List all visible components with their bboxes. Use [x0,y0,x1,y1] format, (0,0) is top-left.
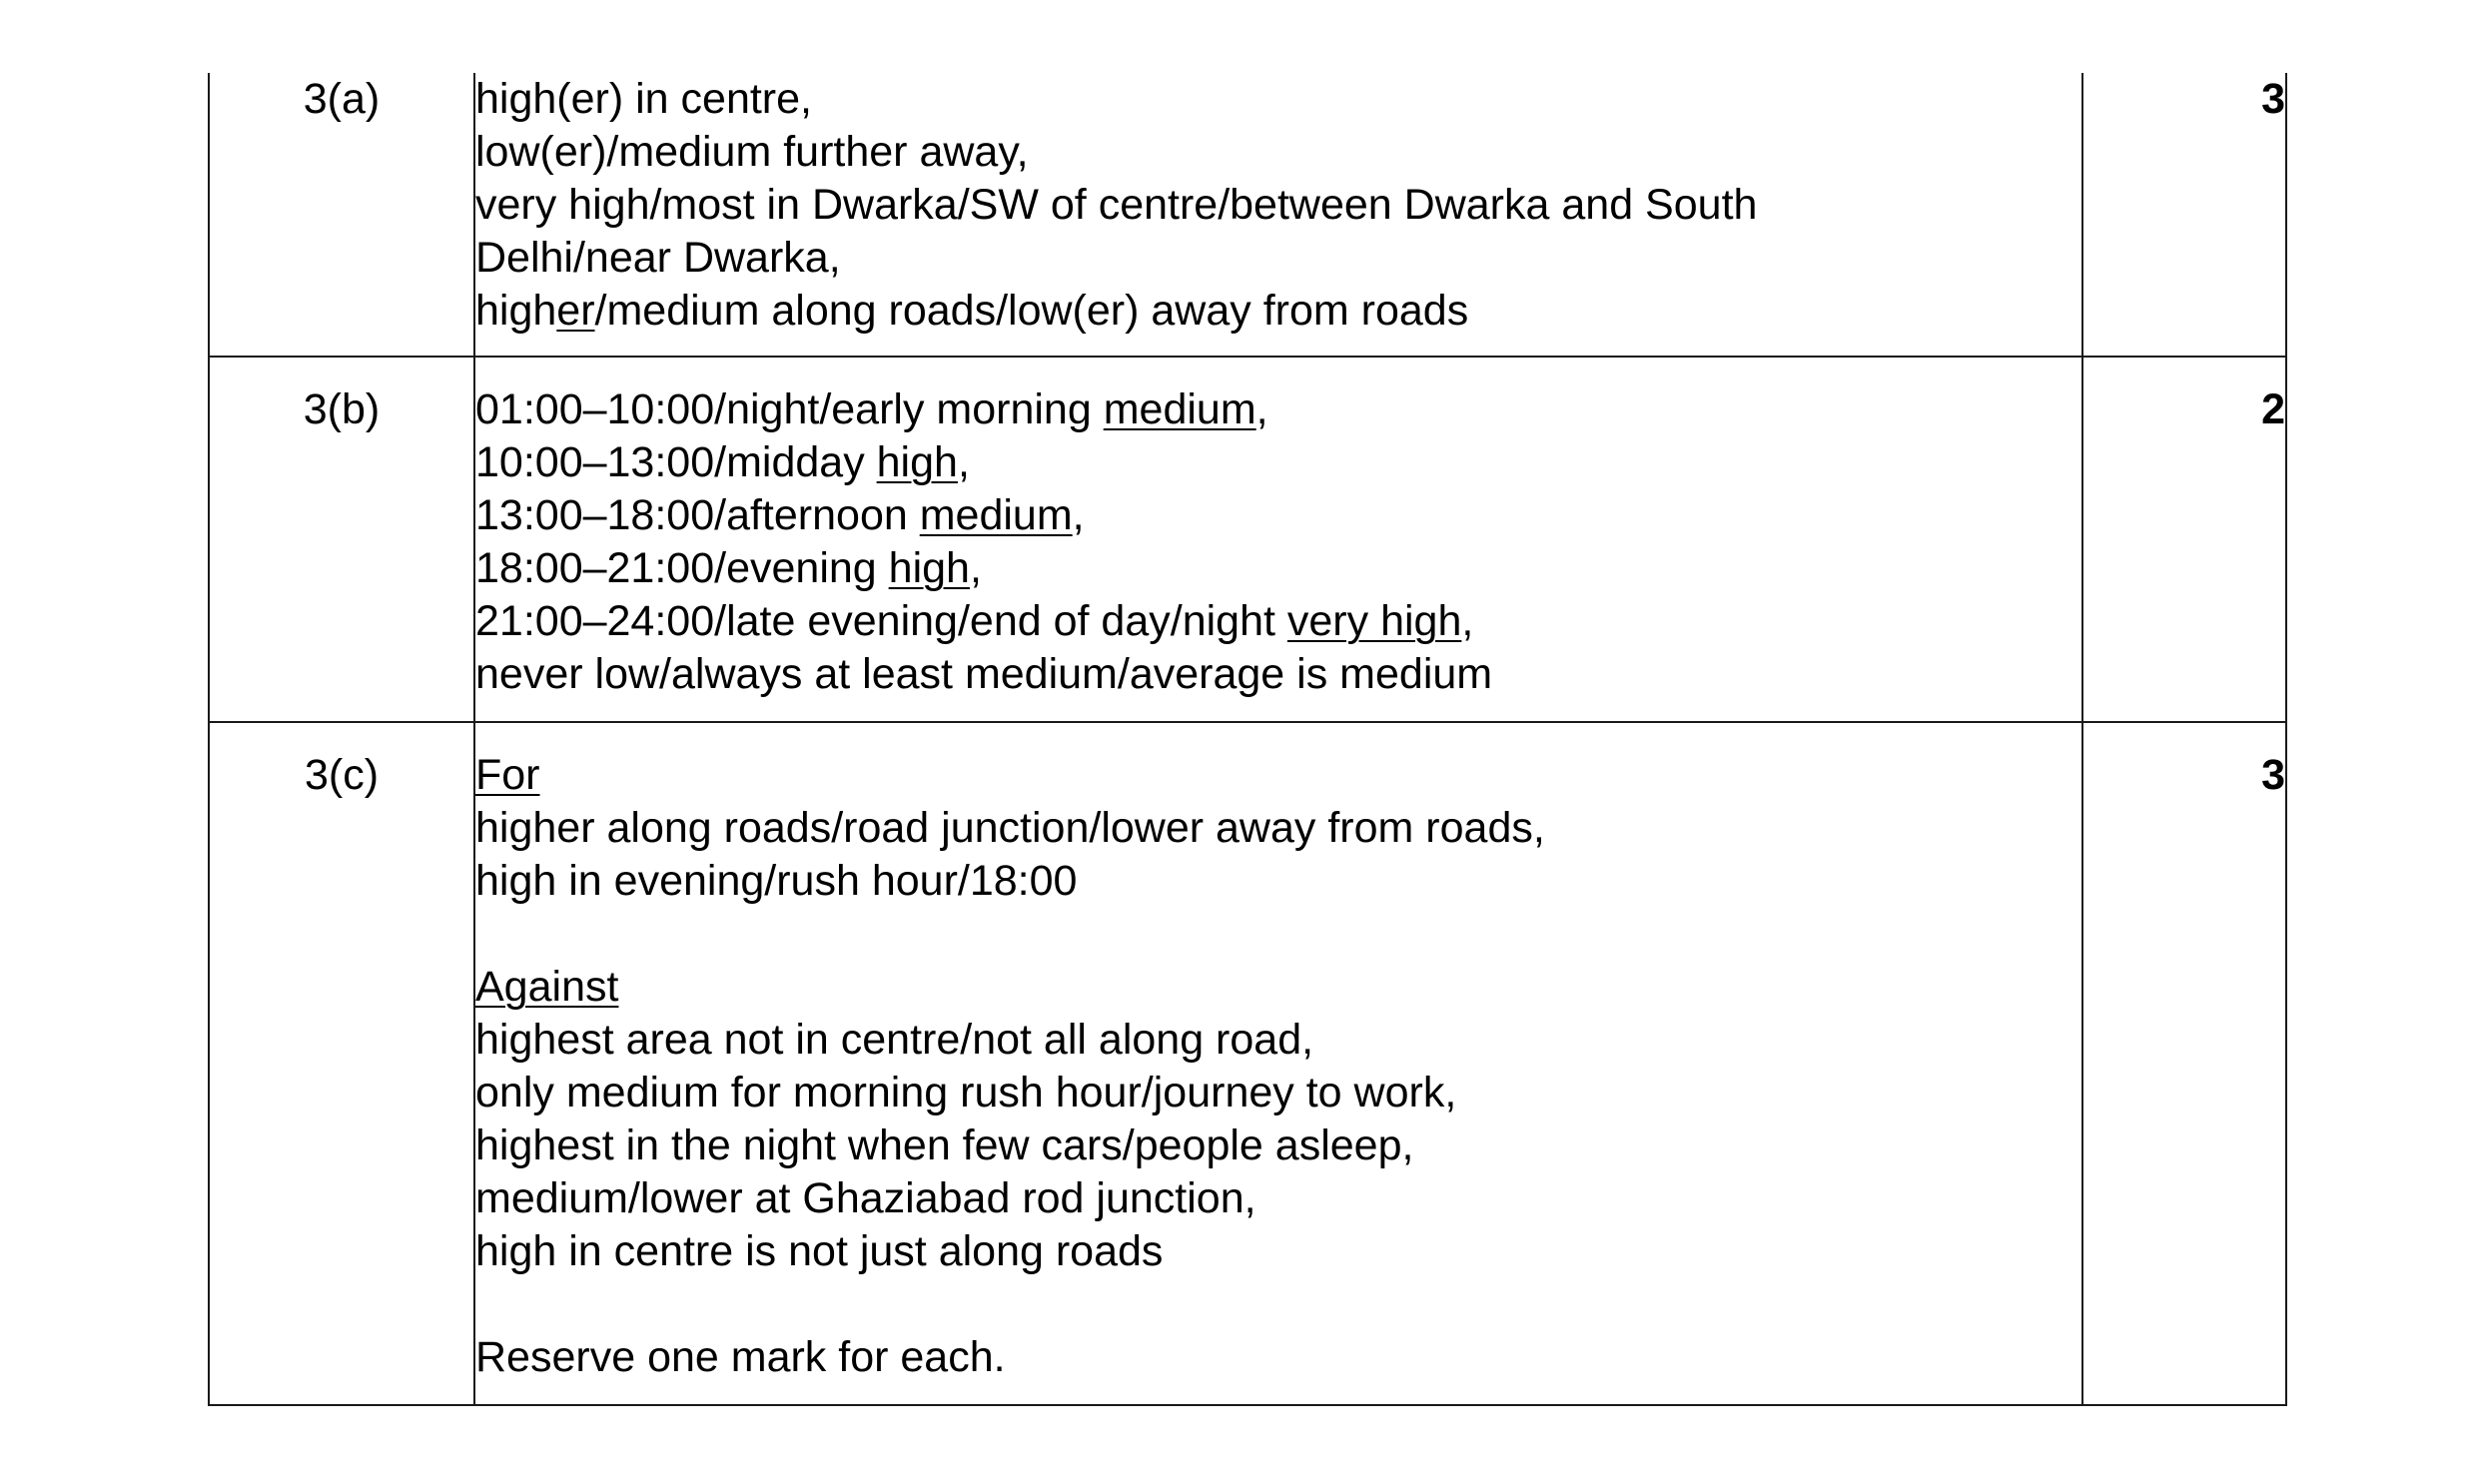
answer-line [475,1014,2081,1067]
answer-text: medium/lower at Ghaziabad rod junction, [475,1174,1256,1222]
answer-line [475,1172,2081,1225]
answer-text: very high/most in Dwarka/SW of centre/between Dwarka and South [475,181,1758,229]
table-row [209,357,2286,722]
answer-line [475,436,2081,489]
blank-line [475,1278,2081,1331]
answer-text: , [969,544,982,592]
underlined-text: medium [919,491,1073,539]
answer-text: /medium along roads/low(er) away from roads [594,287,1469,335]
answer-text: , [1072,491,1085,539]
answer-text: 01:00–10:00/night/early morning [475,385,1104,433]
answer-line [475,179,2081,232]
question-number: 3(a) [209,73,474,357]
answer-line [475,126,2081,179]
answer-text: highest in the night when few cars/people asleep, [475,1121,1414,1169]
answer-text: never low/always at least medium/average is medium [475,650,1493,698]
table-row [209,722,2286,1405]
answer-text: high [475,287,557,335]
answer-text: low(er)/medium further away, [475,128,1029,176]
underlined-text: For [475,751,540,799]
answer-line [475,232,2081,285]
underlined-text: medium [1103,385,1256,433]
answer-text: 10:00–13:00/midday [475,438,877,486]
underlined-text: er [556,287,595,335]
answer-cell [474,357,2082,722]
answer-text: 18:00–21:00/evening [475,544,889,592]
answer-text: 13:00–18:00/afternoon [475,491,920,539]
answer-line [475,383,2081,436]
answer-line [475,1331,2081,1384]
answer-text: highest area not in centre/not all along road, [475,1016,1314,1064]
answer-text: , [1255,385,1268,433]
answer-line [475,802,2081,855]
underlined-text: high [876,438,958,486]
answer-text: high in centre is not just along roads [475,1227,1164,1275]
answer-cell [474,722,2082,1405]
answer-text: Delhi/near Dwarka, [475,234,841,282]
answer-line [475,855,2081,908]
underlined-text: high [888,544,970,592]
answer-line [475,1067,2081,1119]
answer-line [475,1225,2081,1278]
answer-line [475,749,2081,802]
table-row [209,73,2286,357]
answer-line [475,648,2081,701]
underlined-text: Against [475,963,619,1011]
answer-text: higher along roads/road junction/lower away from roads, [475,804,1545,852]
answer-line [475,1119,2081,1172]
answer-line [475,542,2081,595]
question-number: 3(b) [209,357,474,722]
answer-line [475,73,2081,126]
answer-text: only medium for morning rush hour/journey to work, [475,1069,1457,1116]
mark-scheme-body [209,73,2286,1405]
answer-text: Reserve one mark for each. [475,1333,1006,1381]
underlined-text: very high [1286,597,1462,645]
marks-cell: 3 [2082,73,2286,357]
answer-text: high in evening/rush hour/18:00 [475,857,1078,905]
answer-text: , [957,438,970,486]
marks-cell: 3 [2082,722,2286,1405]
answer-text: 21:00–24:00/late evening/end of day/night [475,597,1287,645]
answer-line [475,595,2081,648]
answer-text: , [1461,597,1474,645]
mark-scheme-table [208,73,2287,1406]
answer-line [475,961,2081,1014]
answer-text: high(er) in centre, [475,75,812,123]
question-number: 3(c) [209,722,474,1405]
answer-line [475,285,2081,338]
answer-cell [474,73,2082,357]
blank-line [475,908,2081,961]
answer-line [475,489,2081,542]
marks-cell: 2 [2082,357,2286,722]
